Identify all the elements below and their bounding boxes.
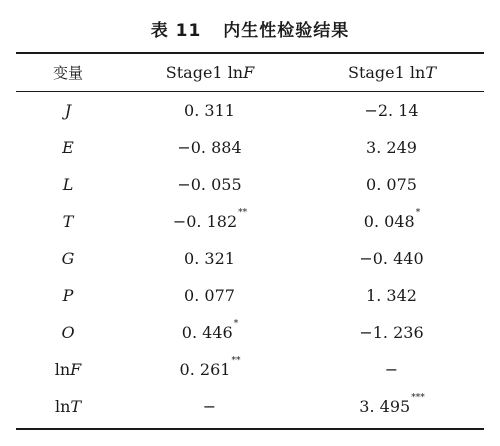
cell-stage1-lnf bbox=[120, 249, 300, 268]
cell-value: −1. 236 bbox=[359, 323, 424, 342]
cell-value: 3. 249 bbox=[366, 138, 417, 157]
significance-stars: *** bbox=[411, 393, 425, 403]
cell-value: 0. 321 bbox=[184, 249, 235, 268]
cell-stage1-lnf bbox=[120, 286, 300, 305]
cell-stage1-lnf bbox=[120, 356, 300, 379]
table-row bbox=[16, 129, 484, 166]
significance-stars: ** bbox=[231, 356, 241, 366]
row-variable-name: L bbox=[62, 175, 74, 194]
row-variable bbox=[16, 286, 120, 305]
header-col2-italic: T bbox=[425, 63, 436, 82]
cell-stage1-lnt bbox=[300, 323, 484, 342]
cell-value: −2. 14 bbox=[364, 101, 419, 120]
row-variable-name: F bbox=[70, 360, 82, 379]
header-col2-prefix: Stage1 ln bbox=[348, 63, 426, 82]
cell-value: −0. 884 bbox=[177, 138, 242, 157]
table-caption bbox=[0, 16, 500, 41]
cell-value: −0. 182 bbox=[172, 212, 238, 231]
header-stage1-lnt bbox=[300, 63, 484, 82]
cell-value: 0. 446 bbox=[181, 323, 233, 342]
row-variable-name: E bbox=[62, 138, 74, 157]
row-variable bbox=[16, 323, 120, 342]
table-number: 表 11 bbox=[150, 21, 202, 41]
header-variable: 变量 bbox=[52, 64, 83, 82]
table-row bbox=[16, 92, 484, 129]
cell-value: 0. 311 bbox=[184, 101, 235, 120]
row-variable-name: G bbox=[61, 249, 75, 268]
cell-stage1-lnt bbox=[300, 286, 484, 305]
row-variable bbox=[16, 360, 120, 379]
cell-stage1-lnt bbox=[300, 249, 484, 268]
cell-value: − bbox=[202, 397, 217, 416]
cell-value: 3. 495 bbox=[359, 397, 411, 416]
cell-stage1-lnt bbox=[300, 138, 484, 157]
header-col1-italic: F bbox=[243, 63, 255, 82]
row-variable bbox=[16, 101, 120, 120]
table-row bbox=[16, 203, 484, 240]
significance-stars: ** bbox=[238, 208, 248, 218]
row-variable-name: J bbox=[64, 101, 72, 120]
row-variable bbox=[16, 249, 120, 268]
row-variable-prefix: ln bbox=[54, 397, 71, 416]
cell-value: −0. 055 bbox=[177, 175, 242, 194]
table-row bbox=[16, 351, 484, 388]
header-col1-prefix: Stage1 ln bbox=[165, 63, 244, 82]
row-variable-name: O bbox=[61, 323, 75, 342]
row-variable-name: T bbox=[62, 212, 74, 231]
cell-value: 0. 261 bbox=[179, 360, 231, 379]
row-variable bbox=[16, 138, 120, 157]
cell-stage1-lnf bbox=[120, 319, 300, 342]
table-title: 内生性检验结果 bbox=[223, 21, 350, 41]
cell-value: − bbox=[384, 360, 399, 379]
significance-stars: * bbox=[415, 208, 421, 218]
significance-stars: * bbox=[233, 319, 239, 329]
cell-value: 0. 075 bbox=[366, 175, 417, 194]
row-variable-prefix: ln bbox=[54, 360, 71, 379]
row-variable-name: T bbox=[70, 397, 82, 416]
cell-value: −0. 440 bbox=[359, 249, 424, 268]
cell-stage1-lnt bbox=[300, 175, 484, 194]
header-stage1-lnf bbox=[120, 63, 300, 82]
cell-stage1-lnt bbox=[300, 101, 484, 120]
cell-stage1-lnf bbox=[120, 175, 300, 194]
table-row bbox=[16, 388, 484, 425]
row-variable bbox=[16, 212, 120, 231]
cell-value: 0. 048 bbox=[363, 212, 415, 231]
row-variable-name: P bbox=[62, 286, 74, 305]
cell-stage1-lnf bbox=[120, 101, 300, 120]
table-header-row bbox=[16, 54, 484, 91]
table-row bbox=[16, 277, 484, 314]
cell-stage1-lnt bbox=[300, 360, 484, 379]
bottom-rule bbox=[16, 428, 484, 430]
row-variable bbox=[16, 397, 120, 416]
cell-stage1-lnt bbox=[300, 393, 484, 416]
cell-value: 1. 342 bbox=[366, 286, 417, 305]
table-row bbox=[16, 314, 484, 351]
table-row bbox=[16, 240, 484, 277]
cell-stage1-lnf bbox=[120, 208, 300, 231]
cell-stage1-lnt bbox=[300, 208, 484, 231]
table-row bbox=[16, 166, 484, 203]
cell-value: 0. 077 bbox=[184, 286, 235, 305]
row-variable bbox=[16, 175, 120, 194]
cell-stage1-lnf bbox=[120, 138, 300, 157]
cell-stage1-lnf bbox=[120, 397, 300, 416]
